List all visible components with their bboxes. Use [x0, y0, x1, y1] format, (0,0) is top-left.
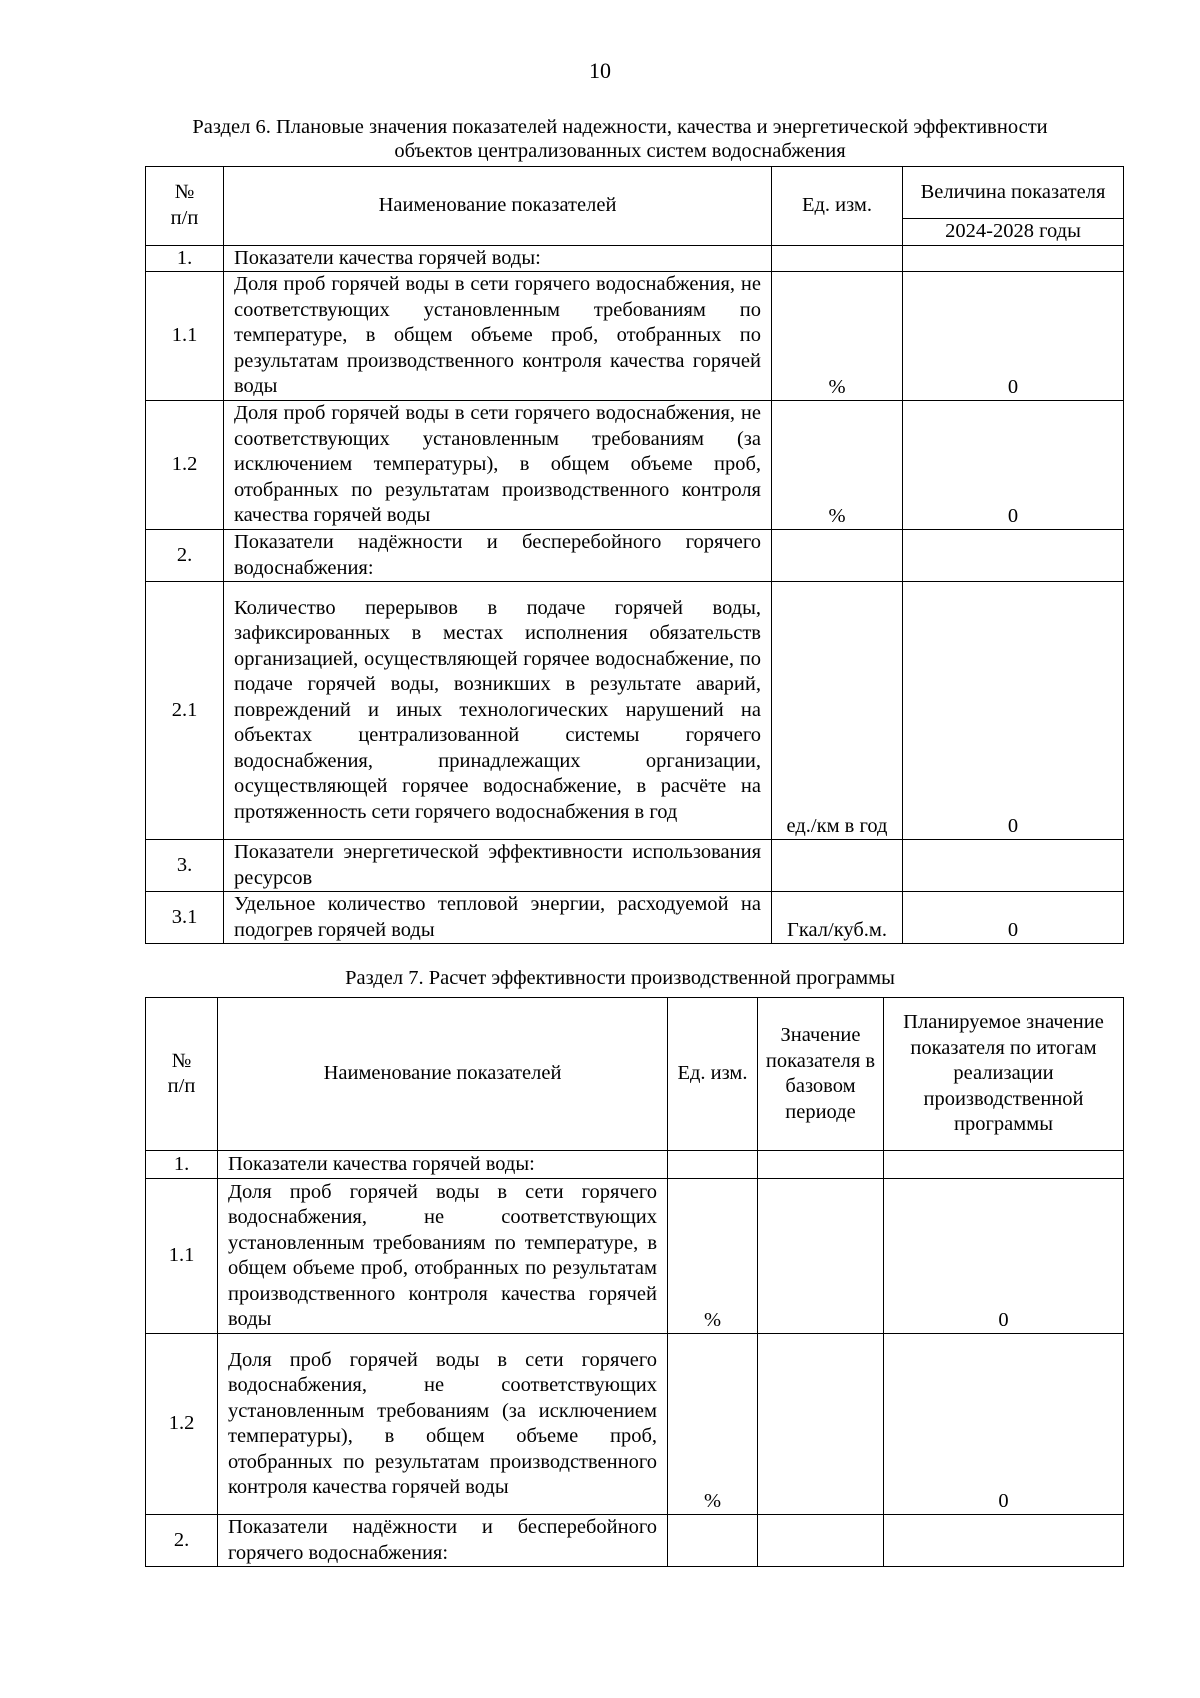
row-num: 2.1 — [146, 582, 224, 840]
table-row — [146, 245, 1124, 272]
row-base — [758, 1334, 884, 1515]
row-value — [903, 840, 1124, 892]
row-unit: % — [668, 1179, 758, 1334]
table-row — [146, 840, 1124, 892]
row-value: 0 — [903, 582, 1124, 840]
row-name: Удельное количество тепловой энергии, расходуемой на подогрев горячей воды — [224, 892, 772, 944]
row-name: Доля проб горячей воды в сети горячего водоснабжения, не соответствующих установленным требованиям по температуре, в общем объеме проб, отобранных по результатам производственного контроля качества горячей воды — [218, 1179, 668, 1334]
section-7-title: Раздел 7. Расчет эффективности производственной программы — [345, 967, 895, 989]
row-unit — [772, 840, 903, 892]
table-row — [146, 582, 1124, 840]
row-num: 2. — [146, 530, 224, 582]
row-num: 1.1 — [146, 1179, 218, 1334]
row-unit: ед./км в год — [772, 582, 903, 840]
section-6-title-line1: Раздел 6. Плановые значения показателей надежности, качества и энергетической эффективности — [192, 116, 1048, 138]
row-base — [758, 1179, 884, 1334]
row-name: Показатели энергетической эффективности использования ресурсов — [224, 840, 772, 892]
row-num: 1.2 — [146, 1334, 218, 1515]
row-num: 1. — [146, 245, 224, 272]
row-name: Показатели качества горячей воды: — [224, 245, 772, 272]
row-num: 1. — [146, 1151, 218, 1179]
row-planned: 0 — [884, 1179, 1124, 1334]
header-period: 2024-2028 годы — [903, 219, 1124, 246]
table-row — [146, 1151, 1124, 1179]
row-planned: 0 — [884, 1334, 1124, 1515]
row-base — [758, 1515, 884, 1567]
row-unit — [772, 245, 903, 272]
row-name: Показатели надёжности и бесперебойного горячего водоснабжения: — [218, 1515, 668, 1567]
table-row — [146, 1515, 1124, 1567]
header-unit: Ед. изм. — [772, 167, 903, 246]
row-planned — [884, 1151, 1124, 1179]
row-unit: % — [668, 1334, 758, 1515]
page-number: 10 — [589, 58, 611, 83]
table-row — [146, 1179, 1124, 1334]
row-num: 3.1 — [146, 892, 224, 944]
section-6-title-line2: объектов централизованных систем водоснабжения — [394, 140, 846, 162]
row-name: Доля проб горячей воды в сети горячего водоснабжения, не соответствующих установленным требованиям (за исключением температуры), в общем объеме проб, отобранных по результатам производственного контроля качества горячей воды — [224, 401, 772, 530]
row-unit: Гкал/куб.м. — [772, 892, 903, 944]
row-unit — [668, 1515, 758, 1567]
header-name: Наименование показателей — [224, 167, 772, 246]
row-name: Доля проб горячей воды в сети горячего водоснабжения, не соответствующих установленным требованиям (за исключением температуры), в общем объеме проб, отобранных по результатам производственного контроля качества горячей воды — [218, 1334, 668, 1515]
row-planned — [884, 1515, 1124, 1567]
header-value: Величина показателя — [903, 167, 1124, 219]
row-num: 1.2 — [146, 401, 224, 530]
row-name: Показатели качества горячей воды: — [218, 1151, 668, 1179]
row-value: 0 — [903, 401, 1124, 530]
table-row — [146, 1334, 1124, 1515]
section-6-title — [130, 115, 1110, 163]
section-7-table — [145, 997, 1124, 1567]
row-unit — [668, 1151, 758, 1179]
header-base: Значение показателя в базовом периоде — [758, 998, 884, 1151]
header-name: Наименование показателей — [218, 998, 668, 1151]
row-base — [758, 1151, 884, 1179]
header-planned: Планируемое значение показателя по итогам реализации производственной программы — [884, 998, 1124, 1151]
row-unit: % — [772, 272, 903, 401]
row-value: 0 — [903, 892, 1124, 944]
row-num: 2. — [146, 1515, 218, 1567]
row-name: Показатели надёжности и бесперебойного горячего водоснабжения: — [224, 530, 772, 582]
table-row — [146, 530, 1124, 582]
header-num: № п/п — [146, 167, 224, 246]
row-unit: % — [772, 401, 903, 530]
section-6-table — [145, 166, 1124, 944]
header-num: № п/п — [146, 998, 218, 1151]
row-name: Количество перерывов в подаче горячей воды, зафиксированных в местах исполнения обязательств организацией, осуществляющей горячее водоснабжение, по подаче горячей воды, возникших в результате аварий, повреждений и иных технологических нарушений на объектах централизованной системы горячего водоснабжения, принадлежащих организации, осуществляющей горячее водоснабжение, в расчёте на протяженность сети горячего водоснабжения в год — [224, 582, 772, 840]
header-unit: Ед. изм. — [668, 998, 758, 1151]
row-value — [903, 530, 1124, 582]
table-row — [146, 272, 1124, 401]
row-num: 1.1 — [146, 272, 224, 401]
row-name: Доля проб горячей воды в сети горячего водоснабжения, не соответствующих установленным требованиям по температуре, в общем объеме проб, отобранных по результатам производственного контроля качества горячей воды — [224, 272, 772, 401]
row-value — [903, 245, 1124, 272]
row-num: 3. — [146, 840, 224, 892]
row-value: 0 — [903, 272, 1124, 401]
table-row — [146, 892, 1124, 944]
table-row — [146, 401, 1124, 530]
row-unit — [772, 530, 903, 582]
